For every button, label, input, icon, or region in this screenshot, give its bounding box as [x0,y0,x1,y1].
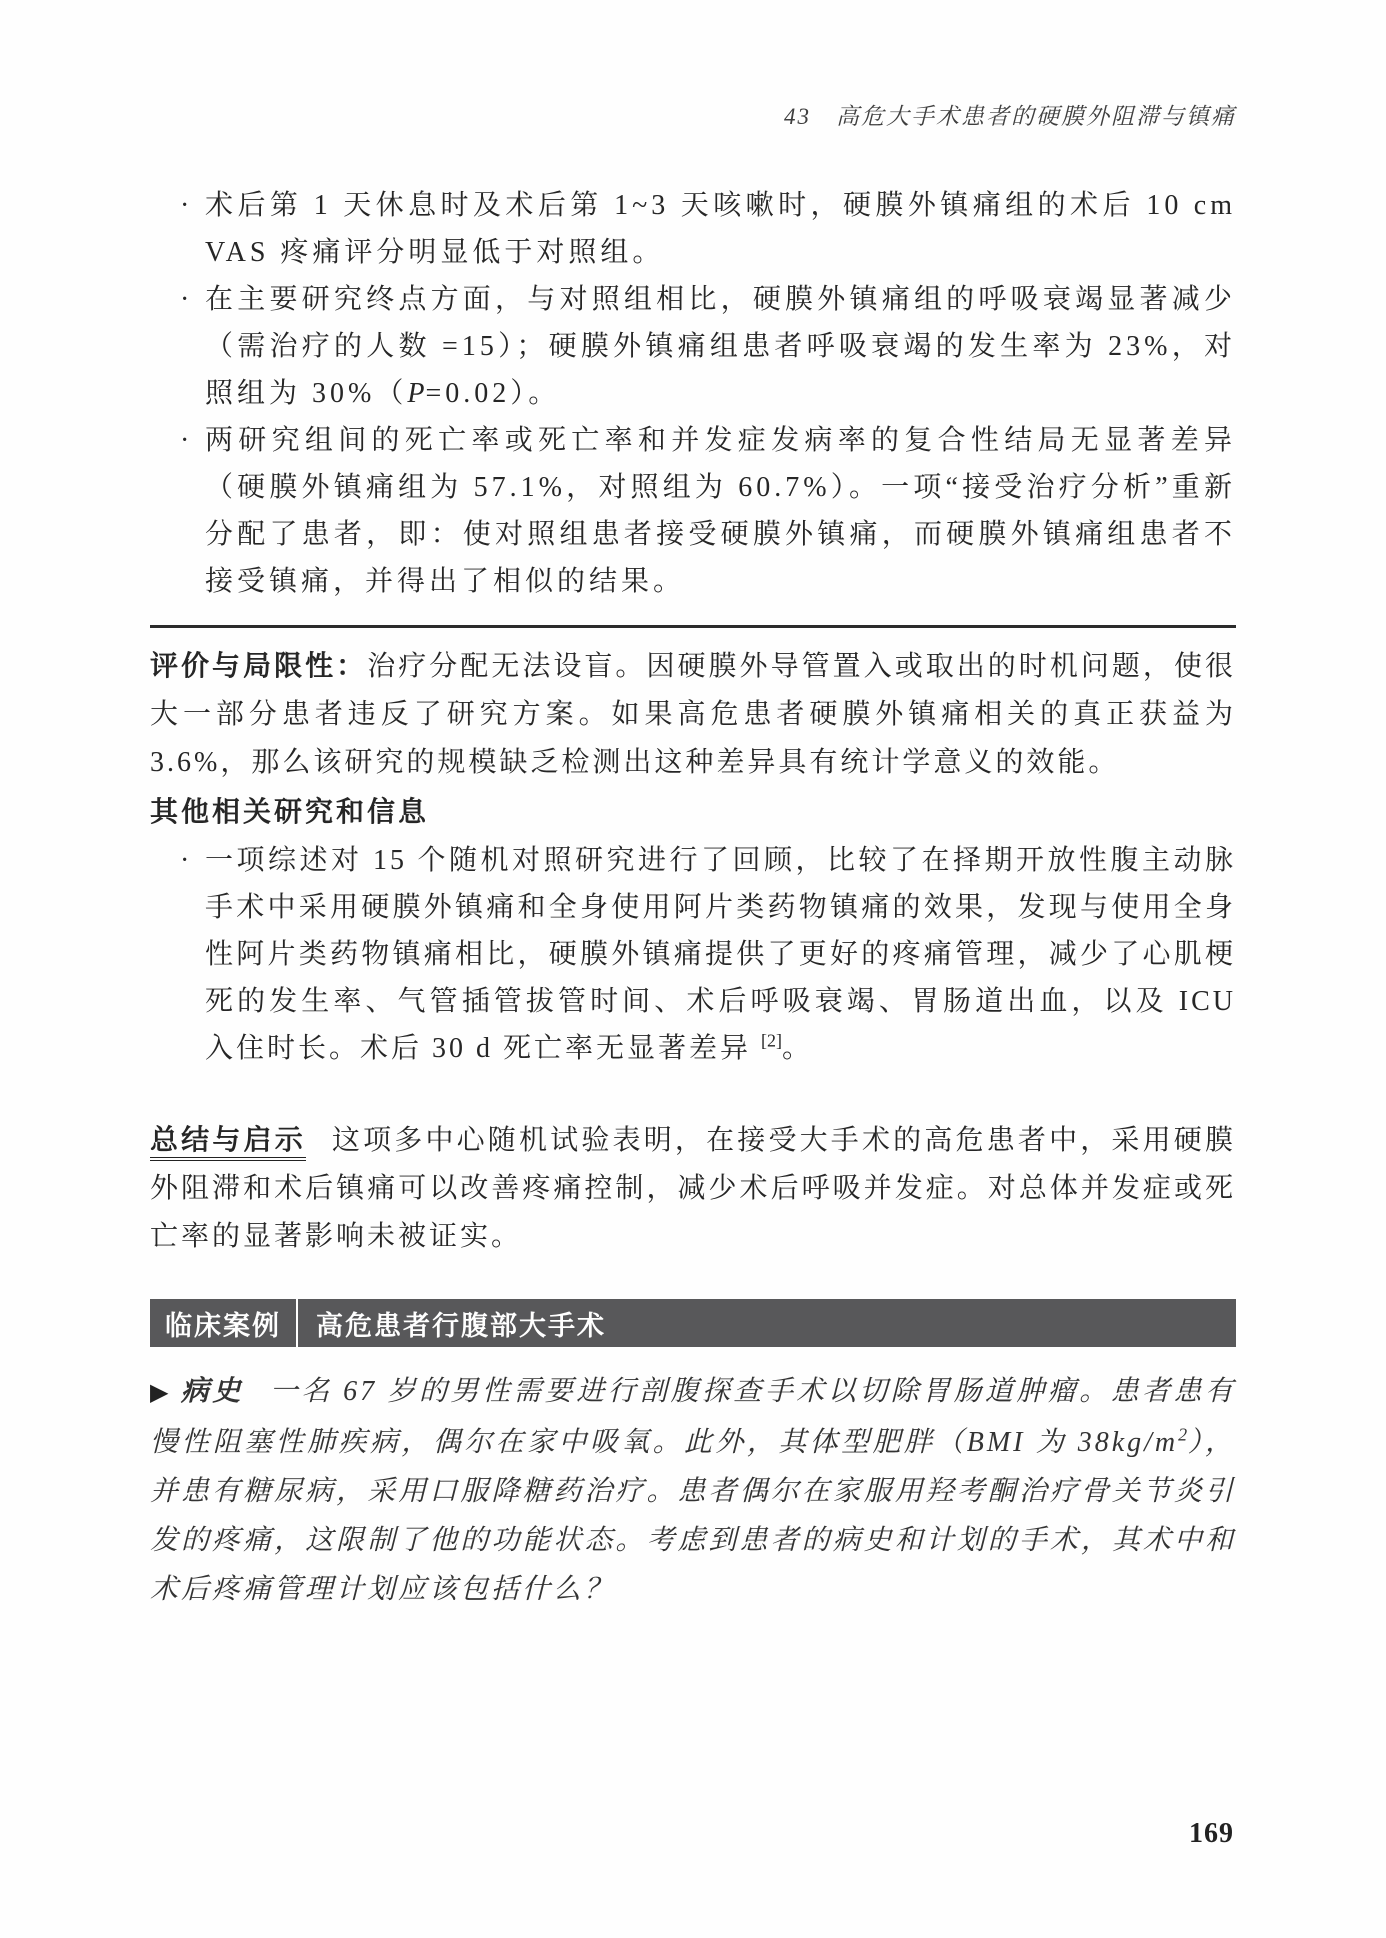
case-banner-title: 高危患者行腹部大手术 [316,1310,606,1341]
bullet-text: 术后第 1 天休息时及术后第 1~3 天咳嗽时，硬膜外镇痛组的术后 10 cm VAS 疼痛评分明显低于对照组。 [205,190,1236,268]
bullet-text [205,284,1236,409]
bullet-text-segment: =0.02）。 [425,378,561,409]
case-banner-tag: 临床案例 [165,1310,281,1341]
summary-label: 总结与启示 [150,1124,306,1161]
running-header-text: 43 高危大手术患者的硬膜外阻滞与镇痛 [784,104,1236,129]
bullet-text-segment: 一项综述对 15 个随机对照研究进行了回顾，比较了在择期开放性腹主动脉手术中采用硬膜外镇痛和全身使用阿片类药物镇痛的效果，发现与使用全身性阿片类药物镇痛相比，硬膜外镇痛提供了更好的疼痛管理，减少了心肌梗死的发生率、气管插管拔管时间、术后呼吸衰竭、胃肠道出血，以及 ICU 入住时长。术后 30 d 死亡率无显著差异 [205,845,1236,1064]
comment-label: 评价与局限性： [150,650,368,681]
case-marker-icon: ▶ [150,1380,169,1406]
bullet-text [205,845,1236,1064]
page-number: 169 [1189,1818,1234,1849]
bullet-text-segment: 。 [782,1033,814,1064]
reference-superscript: [2] [761,1030,783,1051]
list-item [150,276,1236,417]
comment-paragraph [150,642,1236,787]
list-item [150,837,1236,1072]
section-divider [150,625,1236,628]
clinical-case-banner [150,1299,1236,1347]
list-item [150,417,1236,605]
bullet-text-segment: 在主要研究终点方面，与对照组相比，硬膜外镇痛组的呼吸衰竭显著减少（需治疗的人数 =15）；硬膜外镇痛组患者呼吸衰竭的发生率为 23%，对照组为 30%（ [205,284,1236,409]
case-text-segment: ），并患有糖尿病，采用口服降糖药治疗。患者偶尔在家服用羟考酮治疗骨关节炎引发的疼痛，这限制了他的功能状态。考虑到患者的病史和计划的手术，其术中和术后疼痛管理计划应该包括什么？ [150,1427,1236,1605]
summary-paragraph [150,1116,1236,1261]
case-label: 病史 [180,1376,244,1407]
results-bullet-list [150,182,1236,605]
running-header [150,0,1236,134]
comment-text: 治疗分配无法设盲。因硬膜外导管置入或取出的时机问题，使很大一部分患者违反了研究方案。如果高危患者硬膜外镇痛相关的真正获益为 3.6%，那么该研究的规模缺乏检测出这种差异具有统计学意义的效能。 [150,651,1236,778]
case-history-paragraph [150,1367,1236,1614]
summary-text: 这项多中心随机试验表明，在接受大手术的高危患者中，采用硬膜外阻滞和术后镇痛可以改善疼痛控制，减少术后呼吸并发症。对总体并发症或死亡率的显著影响未被证实。 [150,1125,1236,1252]
bullet-icon: · [180,190,190,221]
bullet-icon: · [180,425,190,456]
bullet-text: 两研究组间的死亡率或死亡率和并发症发病率的复合性结局无显著差异（硬膜外镇痛组为 57.1%，对照组为 60.7%）。一项“接受治疗分析”重新分配了患者，即：使对照组患者接受硬膜外镇痛，而硬膜外镇痛组患者不接受镇痛，并得出了相似的结果。 [205,425,1236,597]
case-text-segment: 一名 67 岁的男性需要进行剖腹探查手术以切除胃肠道肿瘤。患者患有慢性阻塞性肺疾病，偶尔在家中吸氧。此外，其体型肥胖（BMI 为 38kg/m [150,1376,1236,1458]
list-item [150,182,1236,276]
unit-superscript: 2 [1178,1424,1188,1445]
bullet-icon: · [180,845,190,876]
section-heading: 其他相关研究和信息 [150,796,430,827]
p-value-variable: P [407,378,426,409]
other-research-list [150,837,1236,1072]
bullet-icon: · [180,284,190,315]
